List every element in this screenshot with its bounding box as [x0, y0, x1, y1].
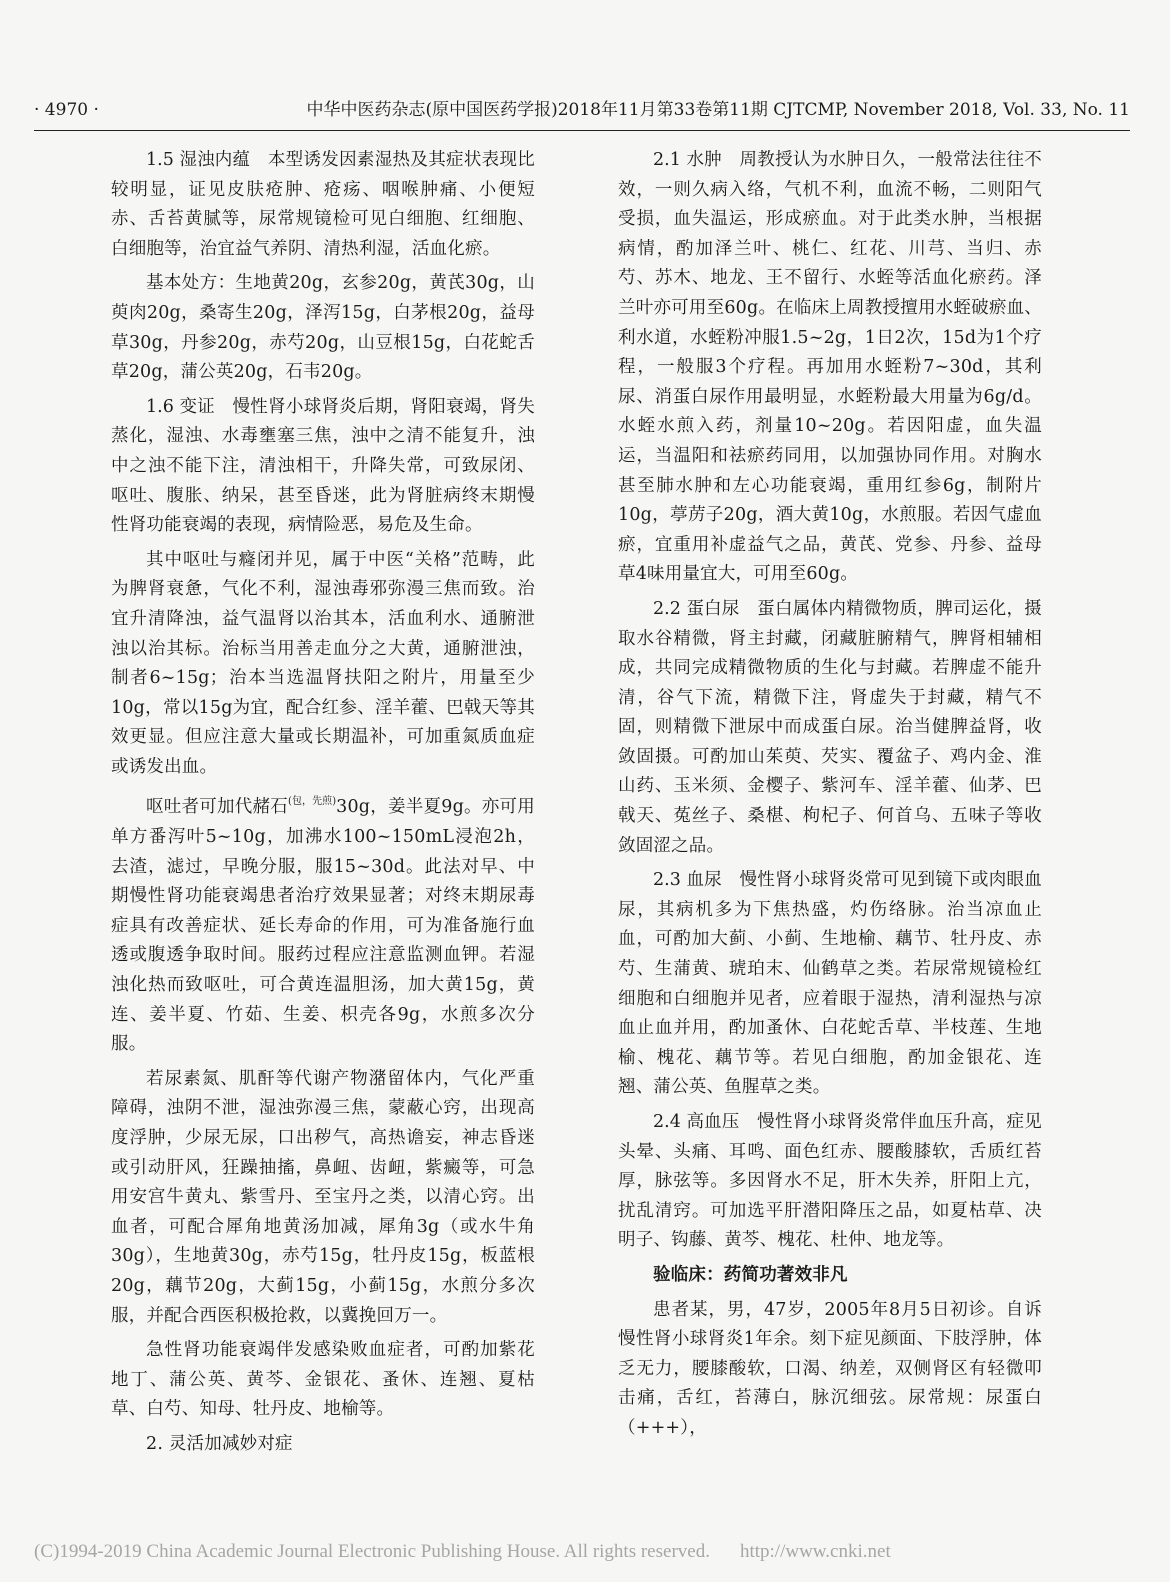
case-report: 患者某，男，47岁，2005年8月5日初诊。自诉慢性肾小球肾炎1年余。刻下症见颜面、下肢浮肿，体乏无力，腰膝酸软，口渴、纳差，双侧肾区有轻微叩击痛，舌红，苔薄白，脉沉细弦。尿常规：尿蛋白（+++），	[618, 1299, 1042, 1438]
section-2-2-text: 蛋白属体内精微物质，脾司运化，摄取水谷精微，肾主封藏，闭藏脏腑精气，脾肾相辅相成，共同完成精微物质的生化与封藏。若脾虚不能升清，谷气下流，精微下注，肾虚失于封藏，精气不固，则精微下泄尿中而成蛋白尿。治当健脾益肾，收敛固摄。可酌加山茱萸、芡实、覆盆子、鸡内金、淮山药、玉米须、金樱子、紫河车、淫羊藿、仙茅、巴戟天、菟丝子、桑椹、枸杞子、何首乌、五味子等收敛固涩之品。	[618, 598, 1042, 856]
section-1-6-title: 1.6 变证	[146, 396, 215, 417]
section-1-5-title: 1.5 湿浊内蕴	[146, 150, 250, 170]
section-2-2-title: 2.2 蛋白尿	[653, 598, 740, 619]
section-2-4-title: 2.4 高血压	[653, 1112, 740, 1132]
section-2-3-title: 2.3 血尿	[653, 870, 722, 891]
right-column	[618, 146, 1042, 1449]
copyright-footer	[34, 1541, 1140, 1563]
section-2-2	[618, 595, 1042, 861]
section-2-1-title: 2.1 水肿	[653, 150, 722, 170]
paragraph-guange: 其中呕吐与癃闭并见，属于中医“关格”范畴，此为脾肾衰惫，气化不利，湿浊毒邪弥漫三焦而致。治宜升清降浊，益气温肾以治其本，活血利水、通腑泄浊以治其标。治标当用善走血分之大黄，通腑泄浊，制者6~15g；治本当选温肾扶阳之附片，用量至少10g，常以15g为宜，配合红参、淫羊藿、巴戟天等其效更显。但应注意大量或长期温补，可加重氮质血症或诱发出血。	[111, 549, 535, 777]
vomiting-text-b: 30g，姜半夏9g。亦可用单方番泻叶5~10g，加沸水100~150mL浸泡2h，去渣，滤过，早晚分服，服15~30d。此法对早、中期慢性肾功能衰竭患者治疗效果显著；对终末期尿毒症具有改善症状、延长寿命的作用，可为准备施行血透或腹透争取时间。服药过程应注意监测血钾。若湿浊化热而致呕吐，可合黄连温胆汤，加大黄15g，黄连、姜半夏、竹茹、生姜、枳壳各9g，水煎多次分服。	[111, 797, 535, 1055]
paragraph-vomiting	[111, 787, 535, 1059]
section-2-heading: 2. 灵活加减妙对症	[146, 1433, 293, 1454]
section-2-1	[618, 146, 1042, 590]
page-number: · 4970 ·	[34, 100, 99, 120]
journal-citation: 中华中医药杂志(原中国医药学报)2018年11月第33卷第11期 CJTCMP, November 2018, Vol. 33, No. 11	[306, 100, 1130, 120]
clinical-heading: 验临床：药简功著效非凡	[653, 1264, 848, 1285]
paragraph-urea: 若尿素氮、肌酐等代谢产物潴留体内，气化严重障碍，浊阴不泄，湿浊弥漫三焦，蒙蔽心窍，出现高度浮肿，少尿无尿，口出秽气，高热谵妄，神志昏迷或引动肝风，狂躁抽搐，鼻衄、齿衄，紫癜等，可急用安宫牛黄丸、紫雪丹、至宝丹之类，以清心窍。出血者，可配合犀角地黄汤加减，犀角3g（或水牛角30g），生地黄30g，赤芍15g，牡丹皮15g，板蓝根20g，藕节20g，大蓟15g，小蓟15g，水煎分多次服，并配合西医积极抢救，以冀挽回万一。	[111, 1068, 535, 1326]
section-1-6-text: 慢性肾小球肾炎后期，肾阳衰竭，肾失蒸化，湿浊、水毒壅塞三焦，浊中之清不能复升，浊中之浊不能下注，清浊相干，升降失常，可致尿闭、呕吐、腹胀、纳呆，甚至昏迷，此为肾脏病终末期慢性肾功能衰竭的表现，病情险恶，易危及生命。	[111, 396, 535, 536]
cnki-url: http://www.cnki.net	[739, 1541, 891, 1562]
section-1-6	[111, 393, 535, 541]
section-2-3-text: 慢性肾小球肾炎常可见到镜下或肉眼血尿，其病机多为下焦热盛，灼伤络脉。治当凉血止血，可酌加大蓟、小蓟、生地榆、藕节、牡丹皮、赤芍、生蒲黄、琥珀末、仙鹤草之类。若尿常规镜检红细胞和白细胞并见者，应着眼于湿热，清利湿热与凉血止血并用，酌加蚤休、白花蛇舌草、半枝莲、生地榆、槐花、藕节等。若见白细胞，酌加金银花、连翘、蒲公英、鱼腥草之类。	[618, 870, 1042, 1098]
section-2-3	[618, 866, 1042, 1103]
section-2-4	[618, 1108, 1042, 1256]
section-2-1-text: 周教授认为水肿日久，一般常法往往不效，一则久病入络，气机不利，血流不畅，二则阳气受损，血失温运，形成瘀血。对于此类水肿，当根据病情，酌加泽兰叶、桃仁、红花、川芎、当归、赤芍、苏木、地龙、王不留行、水蛭等活血化瘀药。泽兰叶亦可用至60g。在临床上周教授擅用水蛭破瘀血、利水道，水蛭粉冲服1.5~2g，1日2次，15d为1个疗程，一般服3个疗程。再加用水蛭粉7~30d，其利尿、消蛋白尿作用最明显，水蛭粉最大用量为6g/d。水蛭水煎入药，剂量10~20g。若因阳虚，血失温运，当温阳和祛瘀药同用，以加强协同作用。对胸水甚至肺水肿和左心功能衰竭，重用红参6g，制附片10g，葶苈子20g，酒大黄10g，水煎服。若因气虚血瘀，宜重用补虚益气之品，黄芪、党参、丹参、益母草4味用量宜大，可用至60g。	[618, 150, 1042, 585]
copyright-text: (C)1994-2019 China Academic Journal Electronic Publishing House. All rights reserved.	[34, 1541, 710, 1562]
left-column	[111, 146, 535, 1465]
section-1-5	[111, 146, 535, 264]
paragraph-sepsis: 急性肾功能衰竭伴发感染败血症者，可酌加紫花地丁、蒲公英、黄芩、金银花、蚤休、连翘、夏枯草、白芍、知母、牡丹皮、地榆等。	[111, 1340, 535, 1420]
section-2-4-text: 慢性肾小球肾炎常伴血压升高，症见头晕、头痛、耳鸣、面色红赤、腰酸膝软，舌质红苔厚，脉弦等。多因肾水不足，肝木失养，肝阳上亢，扰乱清窍。可加选平肝潜阳降压之品，如夏枯草、决明子、钩藤、黄芩、槐花、杜仲、地龙等。	[618, 1112, 1042, 1251]
section-1-5-text: 本型诱发因素湿热及其症状表现比较明显，证见皮肤疮肿、疮疡、咽喉肿痛、小便短赤、舌苔黄腻等，尿常规镜检可见白细胞、红细胞、白细胞等，治宜益气养阴、清热利湿，活血化瘀。	[111, 150, 535, 259]
running-header	[34, 96, 1130, 131]
vomiting-text-a: 呕吐者可加代赭石	[146, 797, 289, 818]
basic-prescription: 基本处方：生地黄20g，玄参20g，黄芪30g，山萸肉20g，桑寄生20g，泽泻15g，白茅根20g，益母草30g，丹参20g，赤芍20g，山豆根15g，白花蛇舌草20g，蒲公英20g，石韦20g。	[111, 273, 535, 383]
decoction-note: (包，先煎)	[288, 796, 337, 808]
